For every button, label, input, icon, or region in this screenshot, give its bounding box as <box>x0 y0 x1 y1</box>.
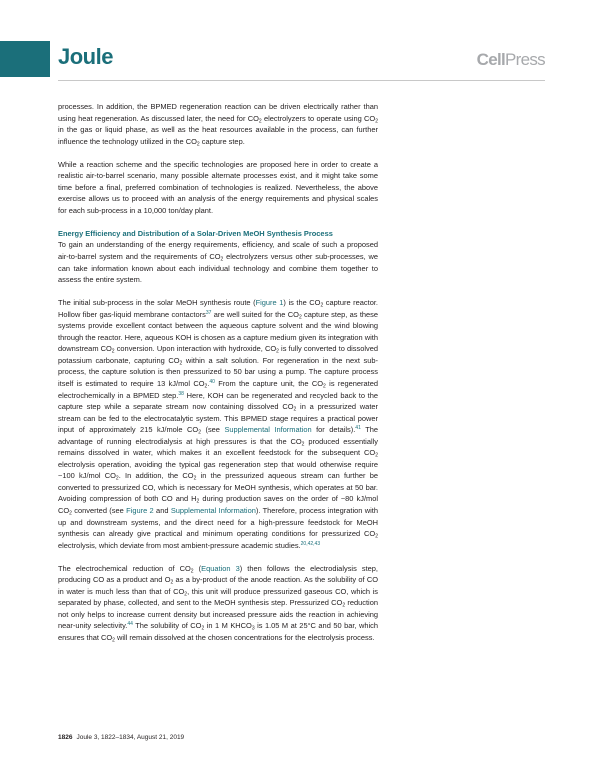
reference-41-link[interactable]: 41 <box>355 425 361 432</box>
paragraph-4: The initial sub-process in the solar MeOH synthesis route (Figure 1) is the $CO_2$ capture reactor. Hollow fiber gas-liquid membrane contactors$^{37}$ are well suited for the $CO_2$ capture step, as these systems provide excellent contact between the aqueous capture solvent and the wind blowing through the reactor. Here, aqueous KOH is chosen as a capture medium given its integration with downstream $CO_2$ conversion. Upon interaction with hydroxide, $CO_2$ is fully converted to dissolved potassium carbonate, capturing $CO_2$ within a salt solution. For regeneration in the next sub-process, the capture solution is then pressurized to 50 bar using a pump. The capture process itself is estimated to require 13 kJ/mol $CO_2.^{40}$ From the capture unit, the $CO_2$ is regenerated electrochemically in a BPMED step.$^{38}$ Here, KOH can be regenerated and recycled back to the capture step while a separate stream now containing dissolved $CO_2$ in a pressurized water stream can be fed to the electrocatalytic system. This BPMED stage requires a practical power input of approximately 215 kJ/mole $CO_2$ (see Supplemental Information for details).$^{41}$ The advantage of running electrodialysis at high pressures is that the $CO_2$ produced essentially remains dissolved in water, which makes it an excellent feedstock for the subsequent $CO_2$ electrolysis operation, avoiding the typical gas regeneration step that would otherwise require ~100 kJ/mol $CO_2$. In addition, the $CO_2$ in the pressurized aqueous stream can further be converted to pressurized CO, which is necessary for MeOH synthesis, which operates at 50 bar. Avoiding compression of both CO and $H_2$ during production saves on the order of ~80 kJ/mol $CO_2$ converted (see Figure 2 and Supplemental Information). Therefore, process integration with up and downstream systems, and the direct need for a high-pressure feedstock for MeOH synthesis can already give practical and minimum operating conditions for pressurized $CO_2$ electrolysis, which deviate from most ambient-pressure academic studies.$^{20,42,43}$ <box>58 298 379 550</box>
paragraph-2: While a reaction scheme and the specific technologies are proposed here in order to create a realistic air-to-barrel scenario, many possible alternate processes exist, and it might take some time before a final, preferred combination of technologies is realized. Nevertheless, the above exercise allows us to proceed with an analysis of the energy requirements and physical scales for each sub-process in a 10,000 ton/day plant. <box>58 159 378 215</box>
page-footer <box>58 734 184 741</box>
page-number: 1826 <box>58 734 73 741</box>
paragraph-3: To gain an understanding of the energy requirements, efficiency, and scale of such a proposed air-to-barrel system and the requirements of $CO_2$ electrolyzers versus other sub-processes, we can take information known about each individual technology and combine them together to assess the entire system. <box>58 240 379 285</box>
footer-citation: Joule 3, 1822–1834, August 21, 2019 <box>76 734 185 741</box>
article-body <box>58 101 378 655</box>
reference-44-link[interactable]: 44 <box>127 621 133 628</box>
journal-color-bar <box>0 41 50 77</box>
paragraph-5: The electrochemical reduction of $CO_2$ (Equation 3) then follows the electrodialysis step, producing CO as a product and $O_2$ as a by-product of the anode reaction. As the solubility of CO in water is much less than that of $CO_2$, this unit will produce pressurized gaseous CO, which is separated by phase, collected, and sent to the MeOH synthesis step. Pressurized $CO_2$ reduction not only helps to increase current density but increased pressure aids the reaction in achieving near-unity selectivity.$^{44}$ The solubility of $CO_2$ in 1 M $KHCO_3$ is 1.05 M at 25°C and 50 bar, which ensures that $CO_2$ will remain dissolved at the chosen concentrations for the electrolysis process. <box>58 563 379 644</box>
reference-40-link[interactable]: 40 <box>209 378 215 385</box>
reference-20-42-43-link[interactable]: 20,42,43 <box>300 540 321 547</box>
supplemental-info-link[interactable]: Supplemental Information <box>224 425 312 435</box>
header-divider <box>58 80 545 81</box>
equation-3-link[interactable]: Equation 3 <box>201 563 240 573</box>
publisher-logo-bold: Cell <box>476 50 506 69</box>
journal-logo: Joule <box>58 44 113 69</box>
figure-2-link[interactable]: Figure 2 <box>126 506 154 515</box>
section-heading: Energy Efficiency and Distribution of a Solar-Driven MeOH Synthesis Process <box>58 228 333 238</box>
paragraph-1: processes. In addition, the BPMED regeneration reaction can be driven electrically rather than using heat regeneration. As discussed later, the need for $CO_2$ electrolyzers to operate using $CO_2$ in the gas or liquid phase, as well as the heat resources available in the process, can further influence the technology utilized in the $CO_2$ capture step. <box>58 102 378 148</box>
supplemental-info-link[interactable]: Supplemental Information <box>170 506 256 515</box>
reference-37-link[interactable]: 37 <box>205 309 212 316</box>
reference-38-link[interactable]: 38 <box>178 390 184 397</box>
figure-1-link[interactable]: Figure 1 <box>255 298 284 308</box>
publisher-logo <box>477 50 545 70</box>
publisher-logo-light: Press <box>505 50 545 69</box>
